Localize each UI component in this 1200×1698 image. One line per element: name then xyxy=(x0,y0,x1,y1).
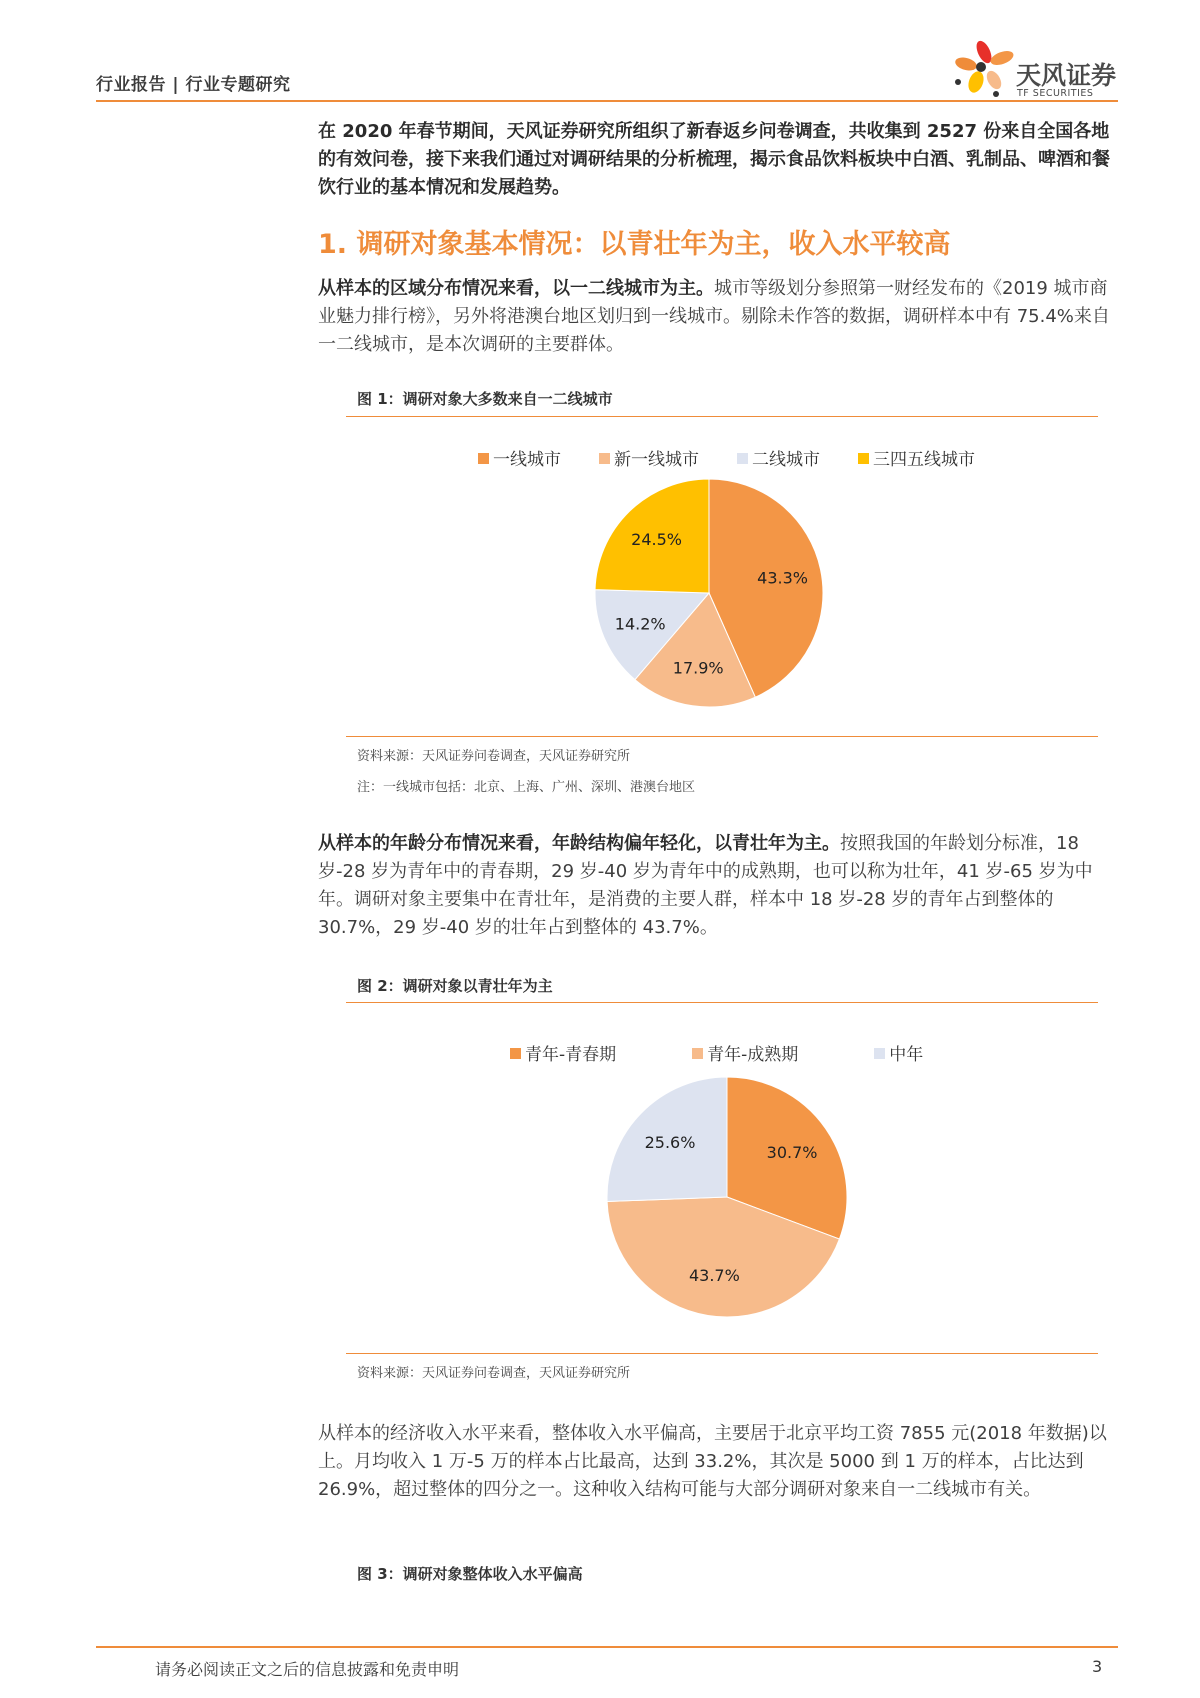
legend-label: 新一线城市 xyxy=(614,450,699,470)
legend-swatch xyxy=(510,1048,521,1059)
pie-slice-label: 24.5% xyxy=(631,530,683,549)
footer-disclaimer: 请务必阅读正文之后的信息披露和免责申明 xyxy=(155,1660,460,1679)
figure-2-title: 图 2：调研对象以青壮年为主 xyxy=(357,977,553,995)
legend-label: 青年-青春期 xyxy=(525,1045,617,1065)
section-heading: 1. 调研对象基本情况：以青壮年为主，收入水平较高 xyxy=(318,229,951,260)
legend-label: 青年-成熟期 xyxy=(707,1045,799,1065)
page-number: 3 xyxy=(1092,1657,1103,1676)
age-paragraph-lead: 从样本的年龄分布情况来看，年龄结构偏年轻化，以青壮年为主。 xyxy=(318,833,840,854)
legend-label: 三四五线城市 xyxy=(873,450,975,470)
figure-1-legend xyxy=(478,445,975,470)
pie-slice-label: 17.9% xyxy=(672,658,724,678)
legend-item xyxy=(478,450,561,470)
legend-label: 二线城市 xyxy=(752,450,820,470)
figure-3-title: 图 3：调研对象整体收入水平偏高 xyxy=(357,1565,583,1583)
legend-item xyxy=(858,450,975,470)
legend-label: 一线城市 xyxy=(493,450,561,470)
pie-slice-label: 30.7% xyxy=(766,1142,818,1162)
age-paragraph xyxy=(318,830,1118,942)
age-paragraph-body: 按照我国的年龄划分标准，18 岁-28 岁为青年中的青春期，29 岁-40 岁为青年中的成熟期，也可以称为壮年，41 岁-65 岁为中年。调研对象主要集中在青壮年，是消费的主要人群，样本中 18 岁-28 岁的青年占到整体的 30.7%，29 岁-40 岁的壮年占到整体的 43.7%。 xyxy=(318,833,1093,938)
logo-wordmark: 天风证券 xyxy=(1016,61,1117,90)
figure-2-top-rule xyxy=(346,1002,1098,1003)
intro-paragraph: 在 2020 年春节期间，天风证券研究所组织了新春返乡问卷调查，共收集到 2527 份来自全国各地的有效问卷，接下来我们通过对调研结果的分析梳理，揭示食品饮料板块中白酒、乳制品、啤酒和餐饮行业的基本情况和发展趋势。 xyxy=(318,121,1110,198)
figure-2-bottom-rule xyxy=(346,1353,1098,1354)
legend-swatch xyxy=(692,1048,703,1059)
pie-slice-label: 43.7% xyxy=(688,1266,740,1286)
legend-item xyxy=(737,450,820,470)
pie-slice-label: 43.3% xyxy=(757,568,809,588)
legend-swatch xyxy=(737,453,748,464)
legend-label: 中年 xyxy=(889,1045,924,1065)
figure-1-title: 图 1：调研对象大多数来自一二线城市 xyxy=(357,390,613,408)
figure-2-pie-chart xyxy=(605,1075,849,1319)
legend-item xyxy=(510,1045,616,1065)
logo-subtitle: TF SECURITIES xyxy=(1017,88,1094,99)
figure-1-bottom-rule xyxy=(346,736,1098,737)
legend-item xyxy=(692,1045,798,1065)
legend-swatch xyxy=(599,453,610,464)
pie-slice-label: 25.6% xyxy=(644,1133,696,1153)
figure-1-pie-chart xyxy=(593,477,825,709)
figure-2-source: 资料来源：天风证券问卷调查，天风证券研究所 xyxy=(357,1366,631,1381)
legend-swatch xyxy=(858,453,869,464)
income-paragraph: 从样本的经济收入水平来看，整体收入水平偏高，主要居于北京平均工资 7855 元(2018 年数据)以上。月均收入 1 万-5 万的样本占比最高，达到 33.2%，其次是 5000 到 1 万的样本，占比达到 26.9%，超过整体的四分之一。这种收入结构可能与大部分调研对象来自一二线城市有关。 xyxy=(318,1423,1107,1500)
figure-1-top-rule xyxy=(346,416,1098,417)
figure-1-note: 注：一线城市包括：北京、上海、广州、深圳、港澳台地区 xyxy=(357,780,696,795)
region-paragraph-lead: 从样本的区域分布情况来看，以一二线城市为主。 xyxy=(318,278,714,299)
legend-item xyxy=(874,1045,923,1065)
report-category: 行业报告 | 行业专题研究 xyxy=(96,75,291,95)
region-paragraph-body: 城市等级划分参照第一财经发布的《2019 城市商业魅力排行榜》，另外将港澳台地区划归到一线城市。剔除未作答的数据，调研样本中有 75.4%来自一二线城市，是本次调研的主要群体。 xyxy=(318,278,1110,355)
figure-1-source: 资料来源：天风证券问卷调查，天风证券研究所 xyxy=(357,749,631,764)
legend-item xyxy=(599,450,699,470)
figure-2-legend xyxy=(510,1040,923,1065)
legend-swatch xyxy=(874,1048,885,1059)
region-paragraph xyxy=(318,275,1118,359)
pie-slice-label: 14.2% xyxy=(614,614,666,634)
footer-divider xyxy=(96,1646,1118,1648)
flower-logo-icon xyxy=(954,39,1016,97)
legend-swatch xyxy=(478,453,489,464)
